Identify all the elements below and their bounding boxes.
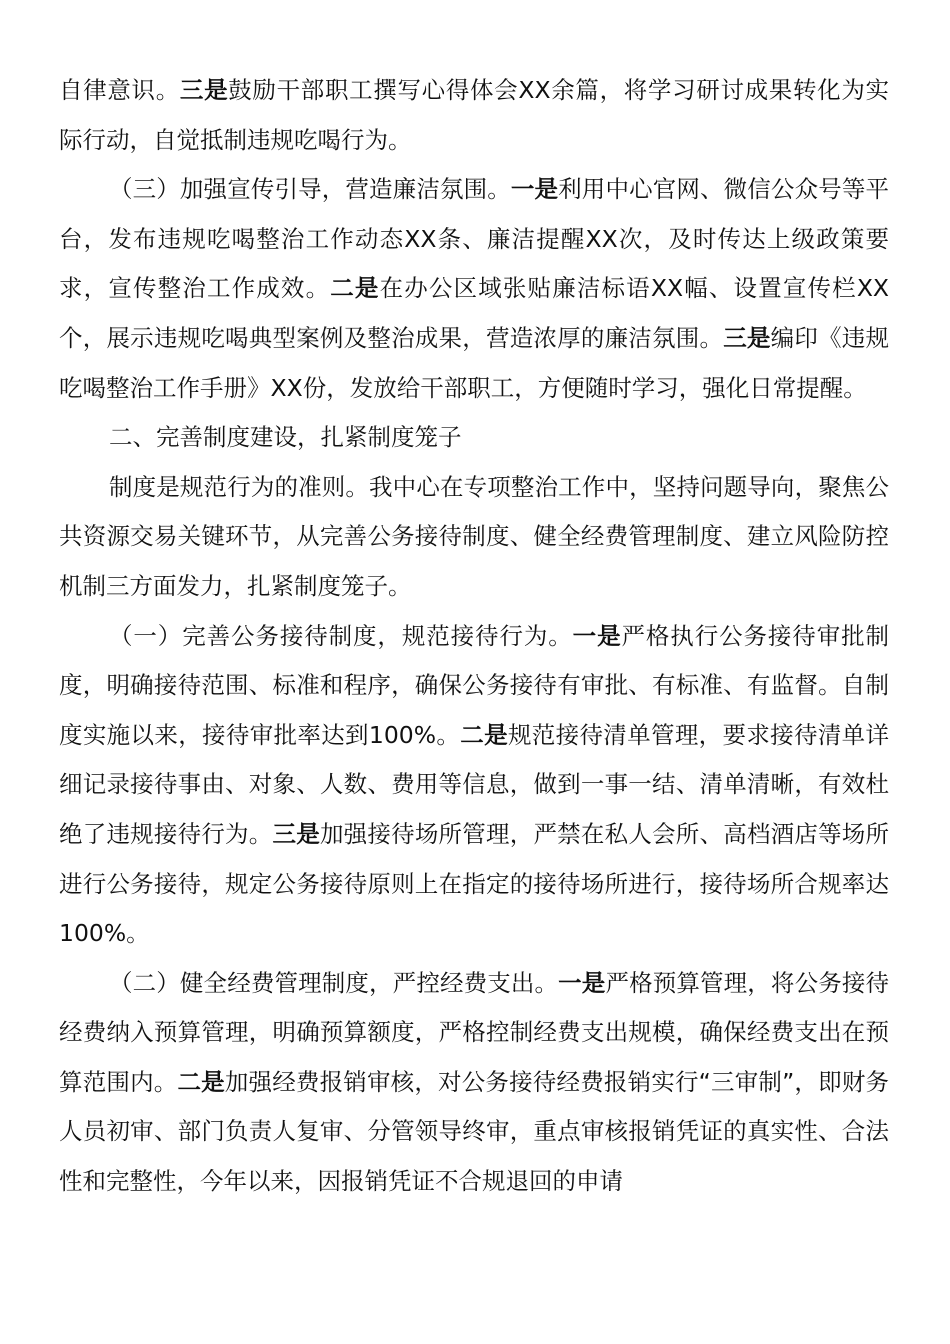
text-run: 加强接待场所管理，严禁在私人会所、高档酒店等场所进行公务接待，规定公务接待原则上在指定的接待场所进行，接待场所合规率达100%。: [59, 819, 890, 948]
text-run: 制度是规范行为的准则。我中心在专项整治工作中，坚持问题导向，聚焦公共资源交易关键环节，从完善公务接待制度、健全经费管理制度、建立风险防控机制三方面发力，扎紧制度笼子。: [59, 472, 889, 600]
text-run: 加强经费报销审核，对公务接待经费报销实行“三审制”，即财务人员初审、部门负责人复审、分管领导终审，重点审核报销凭证的真实性、合法性和完整性，今年以来，因报销凭证不合规退回的申请: [59, 1067, 890, 1196]
paragraph-reception: [59, 612, 889, 959]
text-run: 规范接待清单管理，要求接待清单详细记录接待事由、对象、人数、费用等信息，做到一事一结、清单清晰，有效杜绝了违规接待行为。: [59, 720, 890, 848]
text-run: 利用中心官网、微信公众号等平台，发布违规吃喝整治工作动态XX条、廉洁提醒XX次，及时传达上级政策要求，宣传整治工作成效。: [59, 175, 889, 303]
paragraph-funds: [59, 959, 889, 1207]
text-run: （一）完善公务接待制度，规范接待行为。: [109, 621, 573, 650]
bold-lead: 三是: [272, 819, 320, 848]
bold-lead: 一是: [558, 968, 606, 997]
text-run: 编印《违规吃喝整治工作手册》XX份，发放给干部职工，方便随时学习，强化日常提醒。: [59, 323, 890, 402]
heading-text: 二、完善制度建设，扎紧制度笼子: [109, 423, 462, 452]
bold-lead: 二是: [330, 274, 380, 303]
paragraph-intro: [59, 463, 889, 612]
bold-lead: 三是: [179, 76, 229, 104]
bold-lead: 二是: [177, 1067, 225, 1096]
document-body: [59, 66, 889, 1207]
bold-lead: 一是: [510, 175, 559, 204]
bold-lead: 一是: [572, 621, 622, 650]
bold-lead: 三是: [723, 323, 771, 352]
paragraph-publicity: [59, 165, 889, 413]
paragraph-self-discipline: [59, 66, 889, 165]
text-run: 自律意识。: [59, 76, 180, 104]
text-run: 严格执行公务接待审批制度，明确接待范围、标准和程序，确保公务接待有审批、有标准、有监督。自制度实施以来，接待审批率达到100%。: [59, 621, 890, 749]
text-run: 在办公区域张贴廉洁标语XX幅、设置宣传栏XX个，展示违规吃喝典型案例及整治成果，营造浓厚的廉洁氛围。: [59, 274, 890, 352]
section-heading: [59, 413, 889, 463]
text-run: （二）健全经费管理制度，严控经费支出。: [109, 968, 559, 997]
text-run: （三）加强宣传引导，营造廉洁氛围。: [109, 175, 511, 204]
text-run: 严格预算管理，将公务接待经费纳入预算管理，明确预算额度，严格控制经费支出规模，确保经费支出在预算范围内。: [59, 968, 889, 1096]
bold-lead: 二是: [460, 720, 508, 749]
text-run: 鼓励干部职工撰写心得体会XX余篇，将学习研讨成果转化为实际行动，自觉抵制违规吃喝行为。: [59, 76, 890, 154]
